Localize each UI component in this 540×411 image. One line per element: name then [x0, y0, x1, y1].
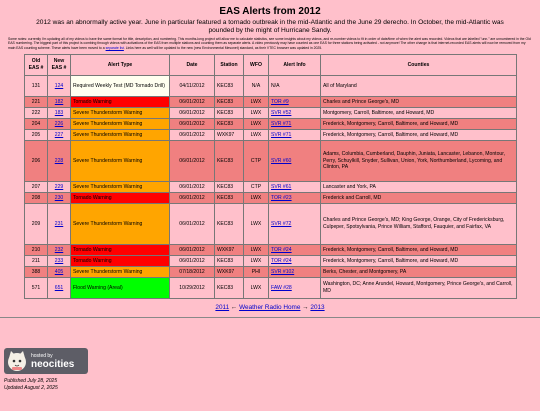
notes-text [8, 37, 532, 50]
alert-info-link[interactable]: SVR #102 [269, 266, 321, 277]
table-header-row [25, 54, 517, 75]
neocities-badge[interactable] [4, 348, 88, 374]
new-eas-number-link[interactable]: 182 [48, 96, 71, 107]
table-row [25, 75, 517, 96]
intro-text: 2012 was an abnormally active year. June in particular featured a tornado outbreak in the mid-Atlantic and the June 29 derecho. In October, the mid-Atlantic was pounded by the might of Hurricane Sandy. [36, 19, 504, 34]
header-wfo: WFO [244, 54, 269, 75]
new-eas-number-link[interactable]: 651 [48, 277, 71, 298]
alert-type: Severe Thunderstorm Warning [71, 203, 170, 244]
alert-type: Severe Thunderstorm Warning [71, 129, 170, 140]
counties: Charles and Prince George's, MD [321, 96, 517, 107]
year-navigation [0, 304, 540, 311]
eas-alerts-table [24, 54, 517, 299]
station-callsign: KEC83 [215, 203, 244, 244]
alert-date: 06/01/2012 [170, 129, 215, 140]
wfo-code: N/A [244, 75, 269, 96]
new-eas-number-link[interactable]: 226 [48, 118, 71, 129]
wfo-code: CTP [244, 181, 269, 192]
counties: Berks, Chester, and Montgomery, PA [321, 266, 517, 277]
counties: All of Maryland [321, 75, 517, 96]
alert-info-link[interactable]: SVR #72 [269, 203, 321, 244]
new-eas-number-link[interactable]: 230 [48, 192, 71, 203]
header-station: Station [215, 54, 244, 75]
weather-radio-home-link[interactable]: Weather Radio Home [239, 303, 301, 311]
table-row [25, 277, 517, 298]
old-eas-number: 571 [25, 277, 48, 298]
old-eas-number: 207 [25, 181, 48, 192]
old-eas-number: 206 [25, 140, 48, 181]
station-callsign: KEC83 [215, 255, 244, 266]
alert-info-link[interactable]: TOR #23 [269, 192, 321, 203]
alert-type: Severe Thunderstorm Warning [71, 140, 170, 181]
alert-date: 06/01/2012 [170, 192, 215, 203]
alert-date: 10/29/2012 [170, 277, 215, 298]
station-callsign: WXK97 [215, 266, 244, 277]
alert-date: 06/01/2012 [170, 181, 215, 192]
station-callsign: KEC83 [215, 96, 244, 107]
new-eas-number-link[interactable]: 227 [48, 129, 71, 140]
alert-info-link[interactable]: TOR #24 [269, 244, 321, 255]
published-date: Published July 28, 2025 [4, 378, 58, 384]
new-eas-number-link[interactable]: 231 [48, 203, 71, 244]
divider [0, 317, 540, 318]
separate-list-link[interactable]: separate list [105, 45, 124, 50]
updated-date: Updated August 2, 2025 [4, 384, 58, 391]
new-eas-number-link[interactable]: 228 [48, 140, 71, 181]
header-alert-info: Alert Info [269, 54, 321, 75]
alert-info-link[interactable]: SVR #71 [269, 118, 321, 129]
table-row [25, 266, 517, 277]
new-eas-number-link[interactable]: 233 [48, 255, 71, 266]
new-eas-number-link[interactable]: 229 [48, 181, 71, 192]
wfo-code: LWX [244, 129, 269, 140]
table-row [25, 140, 517, 181]
header-date: Date [170, 54, 215, 75]
table-row [25, 203, 517, 244]
wfo-code: LWX [244, 192, 269, 203]
header-new-eas: New EAS # [48, 54, 71, 75]
table-row [25, 255, 517, 266]
alert-date: 06/01/2012 [170, 244, 215, 255]
table-row [25, 96, 517, 107]
counties: Frederick, Montgomery, Carroll, Baltimore, and Howard, MD [321, 118, 517, 129]
old-eas-number: 210 [25, 244, 48, 255]
table-row [25, 107, 517, 118]
wfo-code: LWX [244, 255, 269, 266]
old-eas-number: 222 [25, 107, 48, 118]
alert-date: 06/01/2012 [170, 140, 215, 181]
wfo-code: LWX [244, 118, 269, 129]
alert-date: 07/18/2012 [170, 266, 215, 277]
alert-type: Tornado Warning [71, 96, 170, 107]
alert-date: 06/01/2012 [170, 107, 215, 118]
alert-type: Tornado Warning [71, 192, 170, 203]
left-arrow: ← [230, 303, 238, 311]
counties: Charles and Prince George's, MD; King George, Orange, City of Fredericksburg, Culpeper, Spotsylvania, Prince William, Stafford, Fauquier, and Fairfax, VA [321, 203, 517, 244]
station-callsign: KEC83 [215, 277, 244, 298]
counties: Frederick and Carroll, MD [321, 192, 517, 203]
alert-type: Severe Thunderstorm Warning [71, 266, 170, 277]
wfo-code: LWX [244, 203, 269, 244]
counties: Washington, DC; Anne Arundel, Howard, Montgomery, Prince George's, and Carroll, MD [321, 277, 517, 298]
wfo-code: LWX [244, 107, 269, 118]
new-eas-number-link[interactable]: 405 [48, 266, 71, 277]
alert-info-link[interactable]: FAW #28 [269, 277, 321, 298]
station-callsign: KEC83 [215, 140, 244, 181]
right-arrow: → [302, 303, 309, 311]
alert-info-link[interactable]: SVR #52 [269, 107, 321, 118]
neocities-cat-icon [6, 350, 28, 372]
wfo-code: LWX [244, 96, 269, 107]
alert-date: 06/01/2012 [170, 255, 215, 266]
wfo-code: LWX [244, 244, 269, 255]
alert-info: N/A [269, 75, 321, 96]
counties: Frederick, Montgomery, Carroll, Baltimore, and Howard, MD [321, 244, 517, 255]
table-row [25, 129, 517, 140]
station-callsign: WXK97 [215, 244, 244, 255]
header-old-eas: Old EAS # [25, 54, 48, 75]
alert-info-link[interactable]: TOR #24 [269, 255, 321, 266]
station-callsign: KEC83 [215, 192, 244, 203]
old-eas-number: 211 [25, 255, 48, 266]
alert-info-link[interactable]: SVR #71 [269, 129, 321, 140]
station-callsign: KEC83 [215, 181, 244, 192]
alert-info-link[interactable]: SVR #60 [269, 140, 321, 181]
table-row [25, 118, 517, 129]
old-eas-number: 208 [25, 192, 48, 203]
alert-date: 06/01/2012 [170, 118, 215, 129]
old-eas-number: 204 [25, 118, 48, 129]
alert-type: Required Weekly Test (MD Tornado Drill) [71, 75, 170, 96]
new-eas-number-link[interactable]: 232 [48, 244, 71, 255]
alert-info-link[interactable]: TOR #9 [269, 96, 321, 107]
header-alert-type: Alert Type [71, 54, 170, 75]
station-callsign: KEC83 [215, 107, 244, 118]
old-eas-number: 205 [25, 129, 48, 140]
badge-line1: hosted by [31, 352, 53, 359]
alert-date: 06/01/2012 [170, 203, 215, 244]
counties: Adams, Columbia, Cumberland, Dauphin, Juniata, Lancaster, Lebanon, Montour, Perry, Schuylkill, Snyder, Sullivan, Union, York, Northumberland, Lycoming, and Clinton, PA [321, 140, 517, 181]
counties: Lancaster and York, PA [321, 181, 517, 192]
counties: Frederick, Montgomery, Carroll, Baltimore, and Howard, MD [321, 129, 517, 140]
old-eas-number: 221 [25, 96, 48, 107]
header-counties: Counties [321, 54, 517, 75]
wfo-code: CTP [244, 140, 269, 181]
table-row [25, 244, 517, 255]
alert-date: 06/01/2012 [170, 96, 215, 107]
station-callsign: WXK97 [215, 129, 244, 140]
counties: Montgomery, Carroll, Baltimore, and Howard, MD [321, 107, 517, 118]
table-row [25, 192, 517, 203]
page-title: EAS Alerts from 2012 [219, 6, 321, 17]
old-eas-number: 209 [25, 203, 48, 244]
wfo-code: PHI [244, 266, 269, 277]
prev-year-link[interactable]: 2011 [215, 303, 230, 311]
publication-dates [4, 378, 58, 391]
alert-type: Severe Thunderstorm Warning [71, 181, 170, 192]
alert-type: Tornado Warning [71, 244, 170, 255]
new-eas-number-link[interactable]: 183 [48, 107, 71, 118]
counties: Frederick, Montgomery, Carroll, Baltimore, and Howard, MD [321, 255, 517, 266]
alert-type: Flood Warning (Areal) [71, 277, 170, 298]
old-eas-number: 388 [25, 266, 48, 277]
badge-line2: neocities [31, 358, 75, 370]
next-year-link[interactable]: 2013 [310, 303, 325, 311]
alert-type: Tornado Warning [71, 255, 170, 266]
new-eas-number-link[interactable]: 124 [48, 75, 71, 96]
wfo-code: LWX [244, 277, 269, 298]
alert-info-link[interactable]: SVR #61 [269, 181, 321, 192]
alert-type: Severe Thunderstorm Warning [71, 118, 170, 129]
table-row [25, 181, 517, 192]
station-callsign: KEC83 [215, 118, 244, 129]
notes-after-link: . Links here as well will be updated to the new (new Environmental Mesonet) standard, as their VTEC browser was updated in 2025. [123, 45, 323, 50]
alert-date: 04/11/2012 [170, 75, 215, 96]
old-eas-number: 131 [25, 75, 48, 96]
alert-type: Severe Thunderstorm Warning [71, 107, 170, 118]
notes-before-link: Some notes: currently I'm updating all of my videos to have the same format for title, description, and numbering. This months-long project will allow me to calculate statistics, see some insights about my videos, and re-number videos to fit in order of date/time of when the alert was recorded. Videos that are labelled "unn." are unnumbered in the Old EAS numbering. The biggest part of this project is combing through videos with activations of the EAS from multiple stations and counting them as separate alerts. A video previously may have counted as one EAS for three stations being activated - not anymore! The other change is that internet-recorded EAS alerts will now be removed from my main EAS counting scheme. These alerts have been moved to a [8, 37, 531, 50]
station-callsign: KEC83 [215, 75, 244, 96]
